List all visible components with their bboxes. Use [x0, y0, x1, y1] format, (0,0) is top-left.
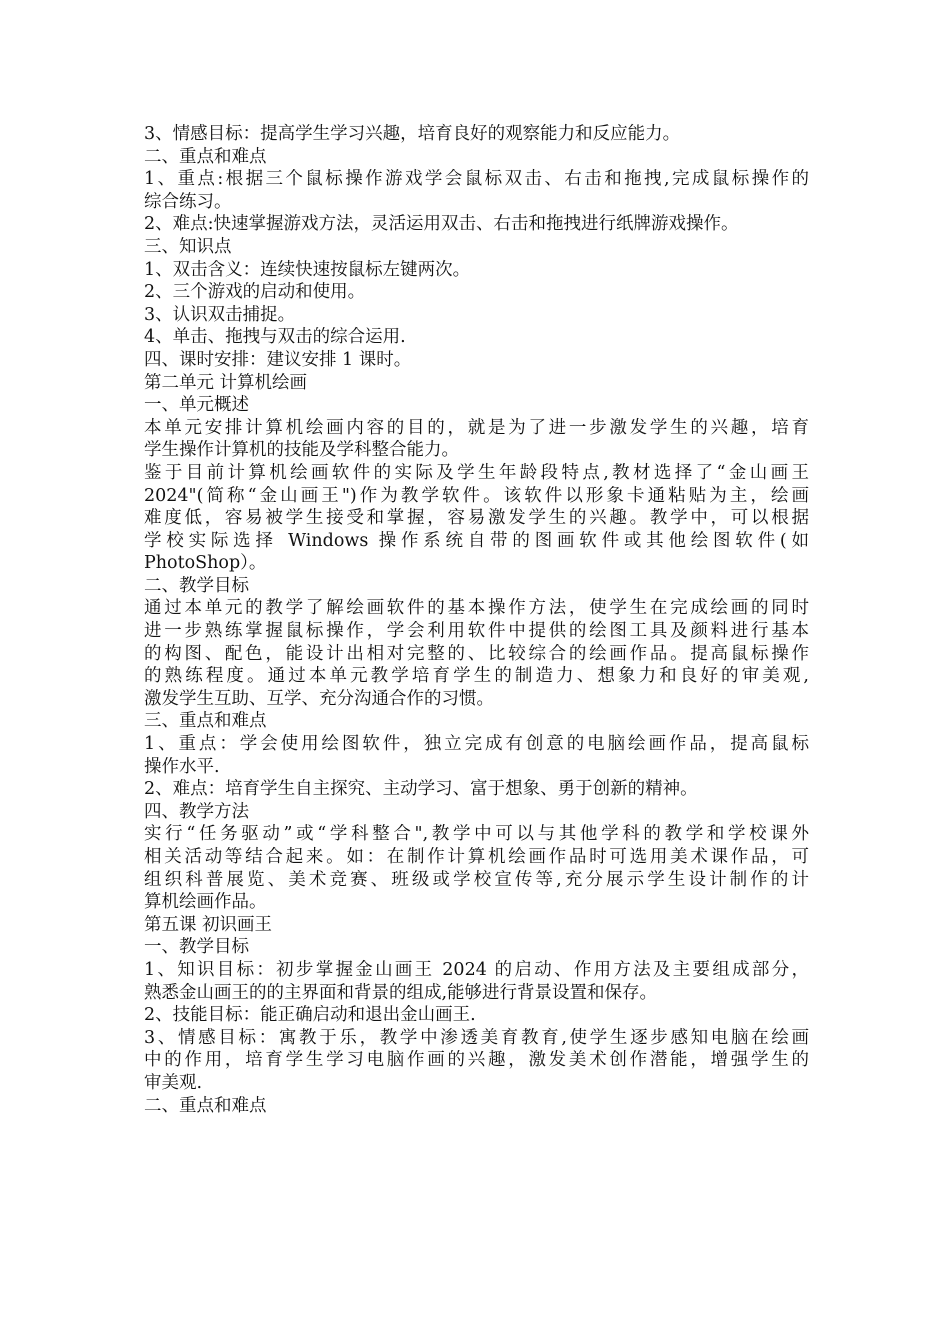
- text-line: 的构图、配色，能设计出相对完整的、比较综合的绘画作品。提高鼠标操作: [144, 643, 809, 664]
- document-body: [144, 123, 809, 1117]
- text-line: 中的作用，培育学生学习电脑作画的兴趣，激发美术创作潜能，增强学生的: [144, 1050, 809, 1071]
- text-line: 相关活动等结合起来。如：在制作计算机绘画作品时可选用美术课作品，可: [144, 847, 809, 867]
- text-line: 2024"(简称“金山画王")作为教学软件。该软件以形象卡通粘贴为主，绘画: [144, 485, 809, 506]
- text-line: 4、单击、拖拽与双击的综合运用.: [144, 327, 406, 348]
- text-line: 操作水平.: [144, 756, 220, 777]
- section-heading: 一、单元概述: [144, 395, 249, 416]
- text-line: 熟悉金山画王的的主界面和背景的组成,能够进行背景设置和保存。: [144, 982, 658, 1003]
- text-line: 组织科普展览、美术竞赛、班级或学校宣传等,充分展示学生设计制作的计: [144, 869, 809, 890]
- text-line: 1、重点:根据三个鼠标操作游戏学会鼠标双击、右击和拖拽,完成鼠标操作的: [144, 169, 809, 190]
- text-line: 学生操作计算机的技能及学科整合能力。: [144, 440, 459, 461]
- section-heading: 三、知识点: [144, 236, 232, 257]
- unit-heading: 第二单元 计算机绘画: [144, 372, 308, 393]
- text-line: 2、难点：培育学生自主探究、主动学习、富于想象、勇于创新的精神。: [144, 779, 698, 800]
- text-line: 1、知识目标：初步掌握金山画王 2024 的启动、作用方法及主要组成部分，: [144, 959, 809, 980]
- text-line: 审美观.: [144, 1072, 203, 1093]
- text-line: 1、重点：学会使用绘图软件，独立完成有创意的电脑绘画作品，提高鼠标: [144, 734, 809, 755]
- section-heading: 四、教学方法: [144, 801, 249, 822]
- text-line: 2、三个游戏的启动和使用。: [144, 282, 366, 303]
- text-line: 的熟练程度。通过本单元教学培育学生的制造力、想象力和良好的审美观,: [144, 666, 809, 687]
- text-line: 实行“任务驱动”或“学科整合",教学中可以与其他学科的教学和学校课外: [144, 824, 809, 845]
- section-heading: 三、重点和难点: [144, 711, 267, 732]
- section-heading: 一、教学目标: [144, 937, 249, 958]
- text-line: 3、情感目标：提高学生学习兴趣，培育良好的观察能力和反应能力。: [144, 124, 681, 144]
- section-heading: 二、重点和难点: [144, 1095, 267, 1116]
- lesson-heading: 第五课 初识画王: [144, 914, 273, 935]
- text-line: 激发学生互助、互学、充分沟通合作的习惯。: [144, 688, 494, 709]
- text-line: 本单元安排计算机绘画内容的目的，就是为了进一步激发学生的兴趣，培育: [144, 417, 809, 438]
- text-line: 1、双击含义：连续快速按鼠标左键两次。: [144, 259, 471, 280]
- text-line: 3、情感目标：寓教于乐，教学中渗透美育教育,使学生逐步感知电脑在绘画: [144, 1027, 809, 1048]
- section-heading: 二、重点和难点: [144, 146, 267, 167]
- section-heading: 四、课时安排：建议安排 1 课时。: [144, 349, 412, 370]
- text-line: 综合练习。: [144, 191, 232, 212]
- text-line: 学校实际选择 Windows 操作系统自带的图画软件或其他绘图软件(如: [144, 530, 809, 551]
- text-line: 通过本单元的教学了解绘画软件的基本操作方法，使学生在完成绘画的同时: [144, 598, 809, 619]
- text-line: 2、难点:快速掌握游戏方法，灵活运用双击、右击和拖拽进行纸牌游戏操作。: [144, 214, 739, 235]
- text-line: PhotoShop）。: [144, 553, 267, 574]
- text-line: 2、技能目标：能正确启动和退出金山画王.: [144, 1005, 476, 1026]
- text-line: 难度低，容易被学生接受和掌握，容易激发学生的兴趣。教学中，可以根据: [144, 508, 809, 529]
- text-line: 进一步熟练掌握鼠标操作，学会利用软件中提供的绘图工具及颜料进行基本: [144, 621, 809, 642]
- text-line: 算机绘画作品。: [144, 892, 267, 913]
- text-line: 鉴于目前计算机绘画软件的实际及学生年龄段特点,教材选择了“金山画王: [144, 462, 809, 483]
- section-heading: 二、教学目标: [144, 575, 249, 596]
- text-line: 3、认识双击捕捉。: [144, 304, 296, 325]
